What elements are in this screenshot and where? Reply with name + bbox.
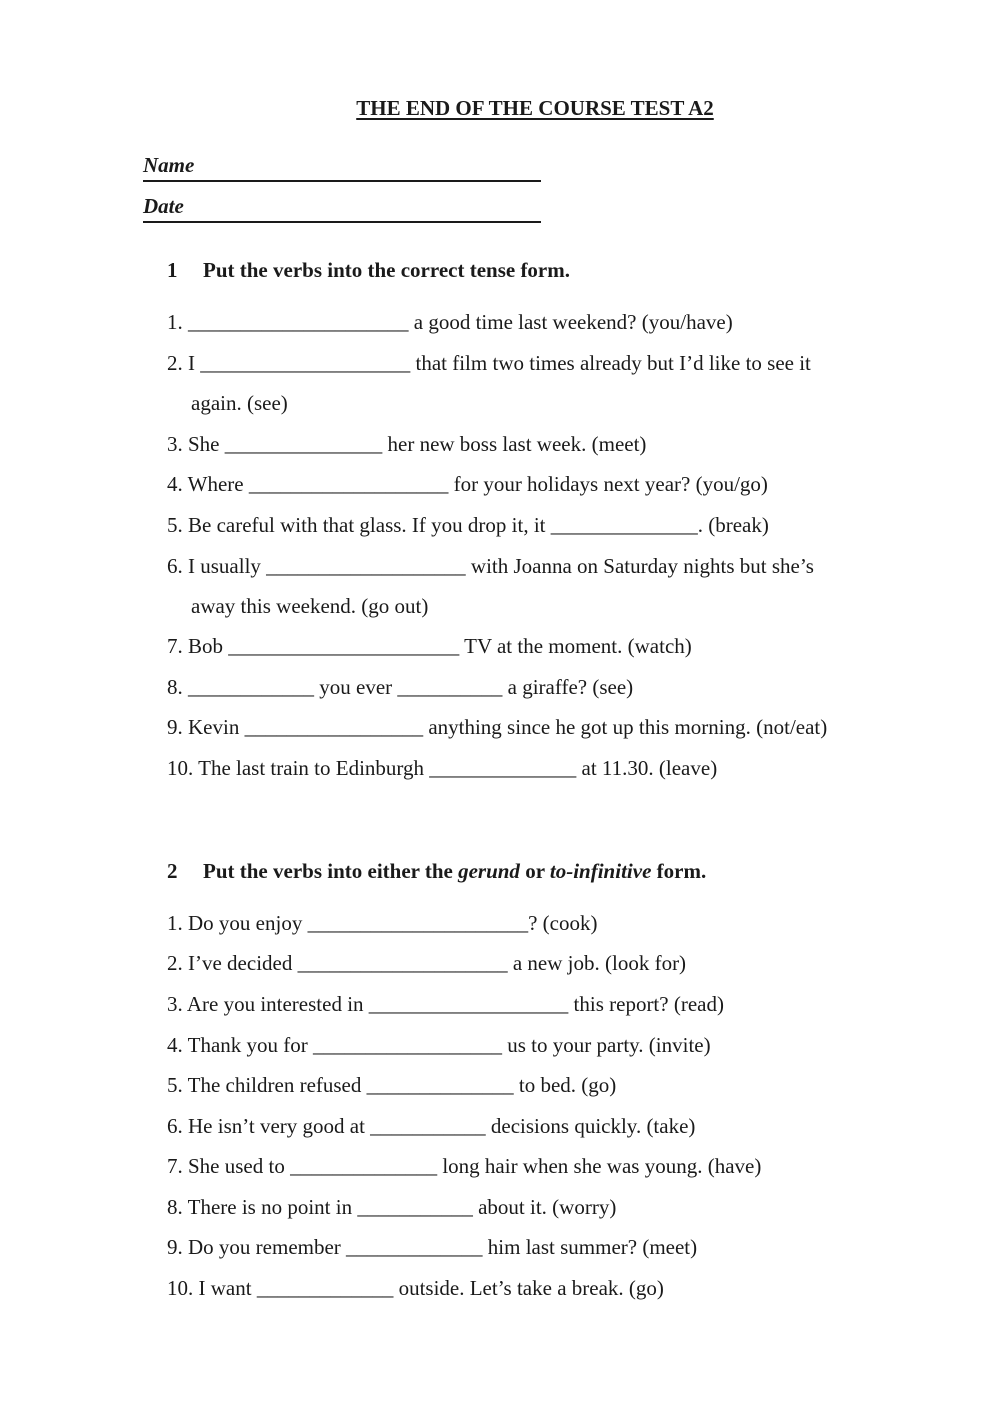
section-2-gerund-term: gerund [458, 859, 520, 883]
exercise-1-item-9: 9. Kevin _________________ anything since he got up this morning. (not/eat) [167, 715, 828, 739]
exercise-1-item-8: 8. ____________ you ever __________ a giraffe? (see) [167, 675, 634, 699]
date-field[interactable] [143, 191, 541, 223]
section-1-number: 1 [167, 258, 178, 282]
exercise-1-item-7: 7. Bob ______________________ TV at the moment. (watch) [167, 634, 692, 658]
exercise-1-item-4: 4. Where ___________________ for your holidays next year? (you/go) [167, 472, 768, 496]
section-1-heading [167, 258, 570, 283]
exercise-2-item-1: 1. Do you enjoy _____________________? (cook) [167, 911, 598, 935]
section-1-instruction: Put the verbs into the correct tense form. [203, 258, 570, 282]
name-label: Name [143, 153, 195, 177]
exercise-2-item-3: 3. Are you interested in ___________________ this report? (read) [167, 992, 724, 1016]
exercise-2-item-10: 10. I want _____________ outside. Let’s take a break. (go) [167, 1276, 664, 1300]
exercise-1-item-2-continued: again. (see) [191, 391, 288, 415]
exercise-1-item-5: 5. Be careful with that glass. If you drop it, it ______________. (break) [167, 513, 769, 537]
name-field[interactable] [143, 150, 541, 182]
exercise-1-item-6-continued: away this weekend. (go out) [191, 594, 429, 618]
page-title: THE END OF THE COURSE TEST A2 [356, 96, 714, 120]
section-2-instruction-part1: Put the verbs into either the [203, 859, 459, 883]
exercise-2-item-4: 4. Thank you for __________________ us to your party. (invite) [167, 1033, 711, 1057]
section-2-infinitive-term: to-infinitive [549, 859, 652, 883]
exercise-2-item-5: 5. The children refused ______________ to bed. (go) [167, 1073, 617, 1097]
section-2-instruction-part3: form. [651, 859, 707, 883]
date-label: Date [143, 194, 184, 218]
exercise-1-item-2: 2. I ____________________ that film two times already but I’d like to see it [167, 351, 811, 375]
exercise-2-item-2: 2. I’ve decided ____________________ a new job. (look for) [167, 951, 687, 975]
section-2-heading [167, 859, 706, 884]
exercise-1-item-1: 1. _____________________ a good time last weekend? (you/have) [167, 310, 733, 334]
exercise-1-item-10: 10. The last train to Edinburgh ______________ at 11.30. (leave) [167, 756, 718, 780]
exercise-1-item-6: 6. I usually ___________________ with Joanna on Saturday nights but she’s [167, 554, 814, 578]
exercise-2-item-7: 7. She used to ______________ long hair when she was young. (have) [167, 1154, 762, 1178]
exercise-2-item-9: 9. Do you remember _____________ him last summer? (meet) [167, 1235, 698, 1259]
exercise-2-item-6: 6. He isn’t very good at ___________ decisions quickly. (take) [167, 1114, 696, 1138]
exercise-2-item-8: 8. There is no point in ___________ about it. (worry) [167, 1195, 617, 1219]
section-2-instruction-part2: or [519, 859, 550, 883]
exercise-1-item-3: 3. She _______________ her new boss last week. (meet) [167, 432, 647, 456]
section-2-number: 2 [167, 859, 178, 883]
